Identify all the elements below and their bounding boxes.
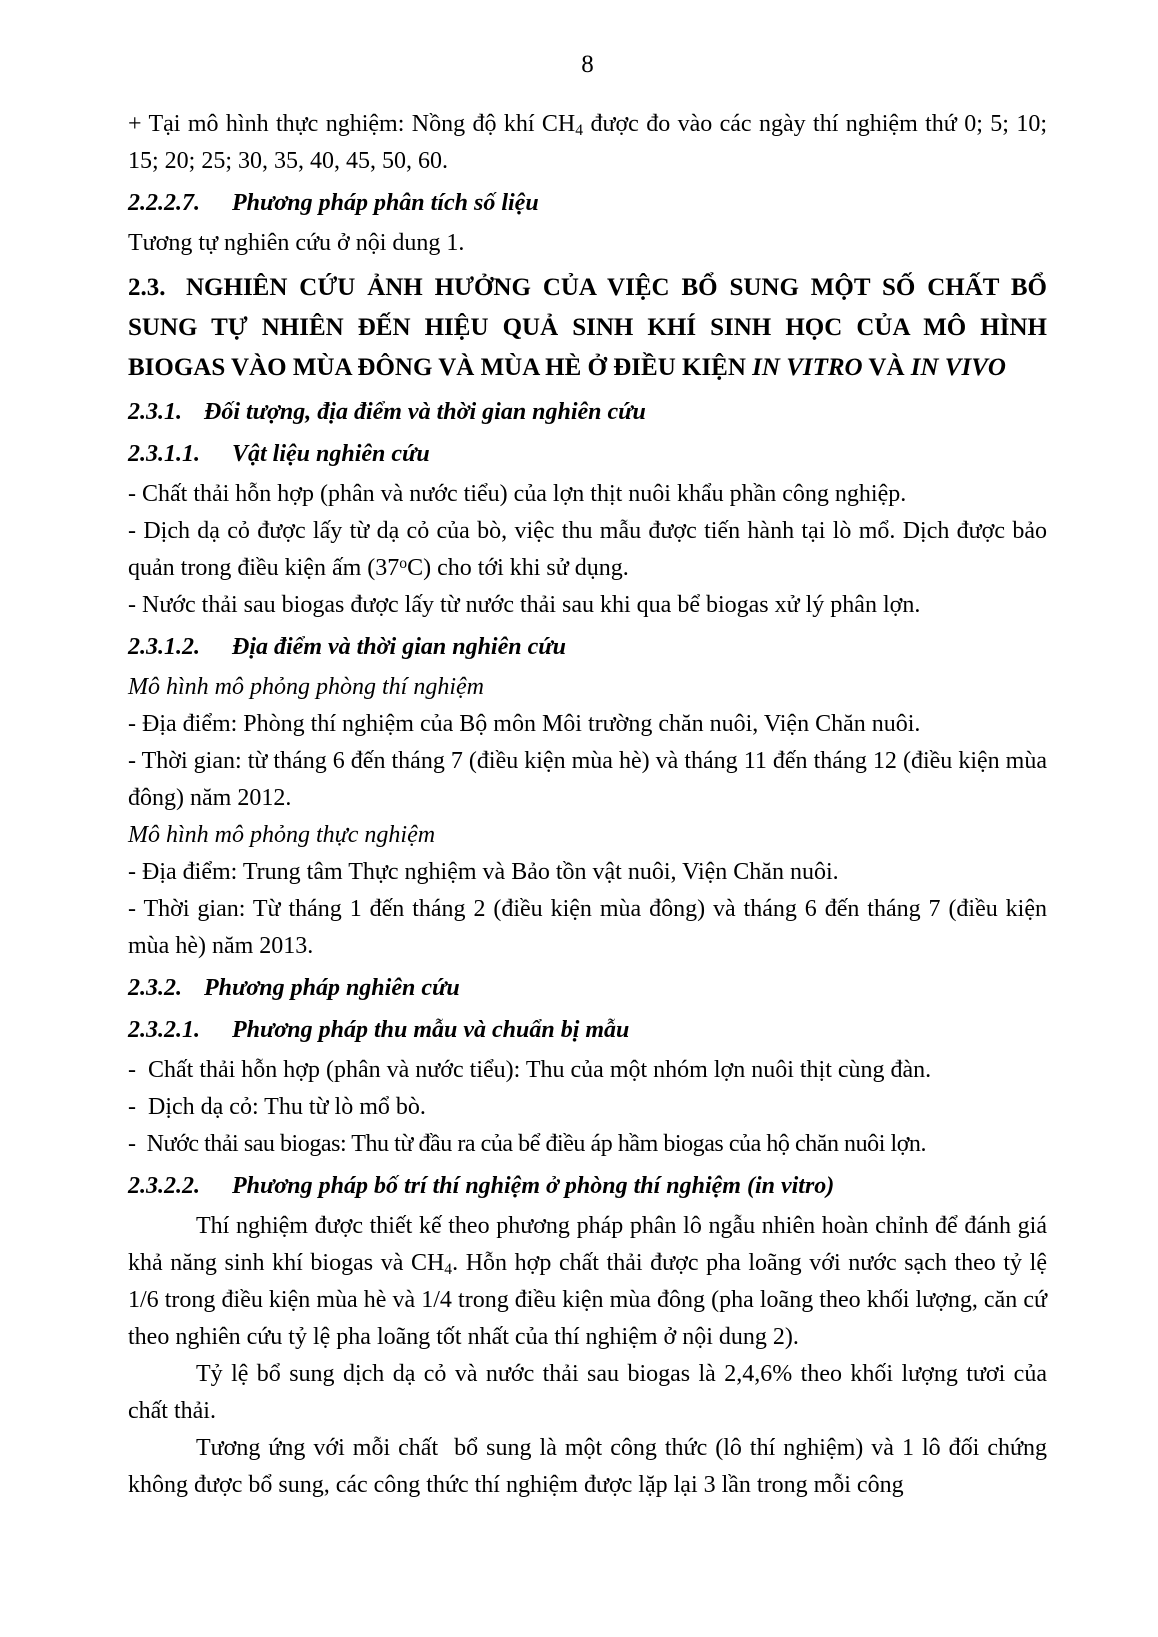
text-run: - Địa điểm: Trung tâm Thực nghiệm và Bảo tồn vật nuôi, Viện Chăn nuôi.: [128, 859, 839, 885]
paragraph: [128, 1052, 1047, 1089]
subscript-text: 4: [575, 121, 584, 139]
text-run: Phương pháp thu mẫu và chuẩn bị mẫu: [232, 1017, 630, 1043]
page-number: 8: [581, 51, 594, 78]
text-run: - Thời gian: Từ tháng 1 đến tháng 2 (điều kiện mùa đông) và tháng 6 đến tháng 7 (điều kiện mùa hè) năm 2013.: [128, 896, 1047, 959]
text-run: Đối tượng, địa điểm và thời gian nghiên cứu: [204, 399, 646, 425]
paragraph: [128, 1126, 1047, 1163]
text-run: được đo vào các ngày thí nghiệm thứ 0; 5; 10; 15; 20; 25; 30, 35, 40, 45, 50, 60.: [128, 111, 1047, 174]
text-run: IN VIVO: [910, 354, 1006, 381]
paragraph: [128, 513, 1047, 587]
heading-number: 2.3.: [128, 274, 166, 301]
text-run: Tương ứng với mỗi chất bổ sung là một công thức (lô thí nghiệm) và 1 lô đối chứng không được bổ sung, các công thức thí nghiệm được lặp lại 3 lần trong mỗi công: [128, 1435, 1047, 1498]
paragraph: [128, 1089, 1047, 1126]
paragraph: [128, 854, 1047, 891]
heading-number: 2.3.2.2.: [128, 1173, 200, 1199]
heading: [128, 970, 1047, 1007]
paragraph: [128, 1208, 1047, 1356]
text-run: - Thời gian: từ tháng 6 đến tháng 7 (điều kiện mùa hè) và tháng 11 đến tháng 12 (điều kiện mùa đông) năm 2012.: [128, 748, 1047, 811]
heading-number: 2.2.2.7.: [128, 190, 200, 216]
paragraph: [128, 476, 1047, 513]
heading-number: 2.3.1.2.: [128, 634, 200, 660]
paragraph: [128, 225, 1047, 262]
text-run: Tỷ lệ bổ sung dịch dạ cỏ và nước thải sau biogas là 2,4,6% theo khối lượng tươi của chất thải.: [128, 1361, 1047, 1424]
paragraph: [128, 706, 1047, 743]
heading: [128, 1012, 1047, 1049]
text-run: - Chất thải hỗn hợp (phân và nước tiểu): Thu của một nhóm lợn nuôi thịt cùng đàn.: [128, 1057, 932, 1083]
heading: [128, 629, 1047, 666]
heading: [128, 1168, 1047, 1205]
text-run: VÀ: [862, 354, 911, 381]
text-run: - Chất thải hỗn hợp (phân và nước tiểu) của lợn thịt nuôi khẩu phần công nghiệp.: [128, 481, 907, 507]
paragraph: [128, 106, 1047, 180]
text-run: Vật liệu nghiên cứu: [232, 441, 430, 467]
paragraph: [128, 587, 1047, 624]
text-run: Mô hình mô phỏng thực nghiệm: [128, 822, 436, 848]
text-run: - Dịch dạ cỏ được lấy từ dạ cỏ của bò, việc thu mẫu được tiến hành tại lò mổ. Dịch được bảo quản trong điều kiện ấm (37: [128, 518, 1047, 581]
paragraph: [128, 743, 1047, 817]
text-run: - Địa điểm: Phòng thí nghiệm của Bộ môn Môi trường chăn nuôi, Viện Chăn nuôi.: [128, 711, 921, 737]
text-run: - Dịch dạ cỏ: Thu từ lò mổ bò.: [128, 1094, 426, 1120]
heading-number: 2.3.2.1.: [128, 1017, 200, 1043]
text-run: Thí nghiệm được thiết kế theo phương pháp phân lô ngẫu nhiên hoàn chỉnh để đánh giá khả năng sinh khí biogas và CH: [128, 1213, 1047, 1276]
subscript-text: 4: [444, 1260, 453, 1278]
paragraph: [128, 817, 1047, 854]
text-run: IN VITRO: [752, 354, 863, 381]
superscript-text: o: [399, 554, 408, 572]
text-run: Mô hình mô phỏng phòng thí nghiệm: [128, 674, 484, 700]
text-run: + Tại mô hình thực nghiệm: Nồng độ khí CH: [128, 111, 576, 137]
heading: [128, 394, 1047, 431]
text-run: Phương pháp nghiên cứu: [204, 975, 460, 1001]
heading-number: 2.3.2.: [128, 975, 182, 1001]
paragraph: [128, 1430, 1047, 1504]
text-run: Phương pháp phân tích số liệu: [232, 190, 539, 216]
paragraph: [128, 669, 1047, 706]
text-run: - Nước thải sau biogas: Thu từ đầu ra của bể điều áp hầm biogas của hộ chăn nuôi lợn.: [128, 1131, 927, 1157]
heading-number: 2.3.1.1.: [128, 441, 200, 467]
text-run: Địa điểm và thời gian nghiên cứu: [232, 634, 566, 660]
text-run: Phương pháp bố trí thí nghiệm ở phòng thí nghiệm (in vitro): [232, 1173, 835, 1199]
text-run: - Nước thải sau biogas được lấy từ nước thải sau khi qua bể biogas xử lý phân lợn.: [128, 592, 921, 618]
heading: [128, 268, 1047, 388]
text-run: NGHIÊN CỨU ẢNH HƯỞNG CỦA VIỆC BỔ SUNG MỘT SỐ CHẤT BỔ SUNG TỰ NHIÊN ĐẾN HIỆU QUẢ SINH KHÍ SINH HỌC CỦA MÔ HÌNH BIOGAS VÀO MÙA ĐÔNG VÀ MÙA HÈ Ở ĐIỀU KIỆN: [128, 274, 1047, 381]
heading: [128, 436, 1047, 473]
heading-number: 2.3.1.: [128, 399, 182, 425]
text-run: C) cho tới khi sử dụng.: [407, 555, 629, 581]
paragraph: [128, 1356, 1047, 1430]
heading: [128, 185, 1047, 222]
paragraph: [128, 891, 1047, 965]
text-run: Tương tự nghiên cứu ở nội dung 1.: [128, 230, 465, 256]
text-run: . Hỗn hợp chất thải được pha loãng với nước sạch theo tỷ lệ 1/6 trong điều kiện mùa hè và 1/4 trong điều kiện mùa đông (pha loãng theo khối lượng, căn cứ theo nghiên cứu tỷ lệ pha loãng tốt nhất của thí nghiệm ở nội dung 2).: [128, 1250, 1047, 1350]
document-body: [128, 106, 1047, 1504]
